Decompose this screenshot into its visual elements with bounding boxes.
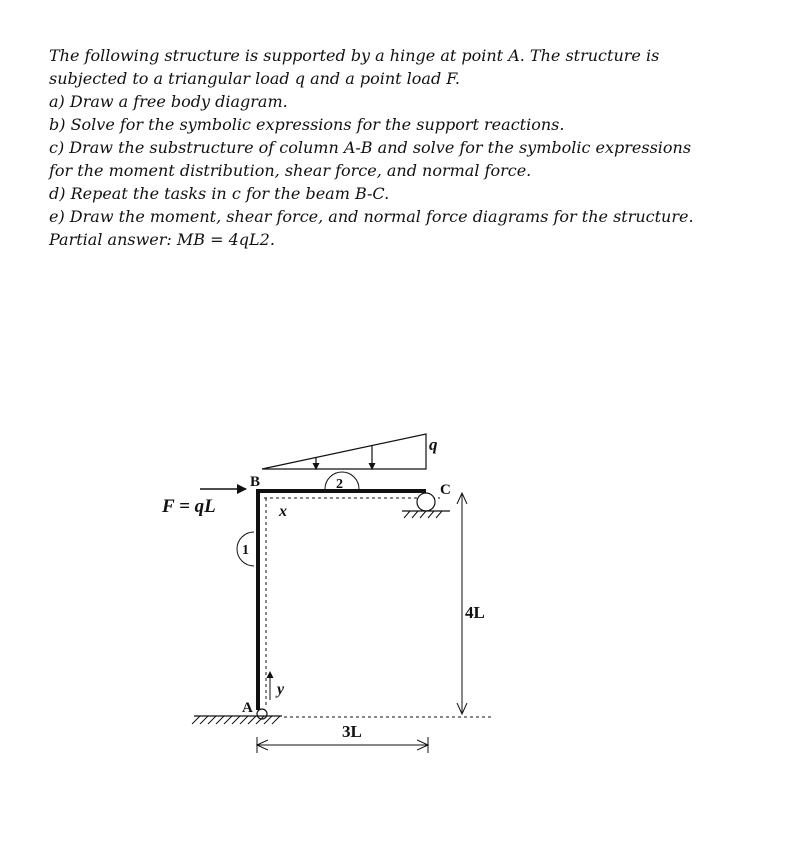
partial-answer: Partial answer: MB = 4qL2. [49, 230, 275, 249]
height-dimension-label: 4L [465, 603, 485, 622]
member-1-label: 1 [242, 543, 249, 558]
task-b: b) Solve for the symbolic expressions for the support reactions. [49, 115, 565, 134]
member-2-label: 2 [336, 477, 343, 492]
force-f-label: F = qL [162, 496, 216, 517]
task-d: d) Repeat the tasks in c for the beam B-C. [49, 184, 390, 203]
task-a: a) Draw a free body diagram. [49, 92, 288, 111]
node-a-label: A [242, 700, 253, 716]
problem-line-2: subjected to a triangular load q and a point load F. [49, 69, 460, 88]
task-c-line-1: c) Draw the substructure of column A-B and solve for the symbolic expressions [49, 138, 692, 157]
triangular-load-outline [262, 434, 426, 469]
width-dimension-label: 3L [342, 722, 362, 741]
node-b-label: B [250, 474, 261, 490]
problem-line-1: The following structure is supported by a hinge at point A. The structure is [49, 46, 660, 65]
axis-x-label: x [279, 503, 287, 520]
axis-y-label: y [277, 681, 285, 698]
hinge-support-a [192, 709, 282, 724]
load-q-label: q [429, 435, 438, 454]
task-e: e) Draw the moment, shear force, and normal force diagrams for the structure. [49, 207, 694, 226]
task-c-line-2: for the moment distribution, shear force, and normal force. [49, 161, 532, 180]
node-c-label: C [440, 482, 451, 498]
